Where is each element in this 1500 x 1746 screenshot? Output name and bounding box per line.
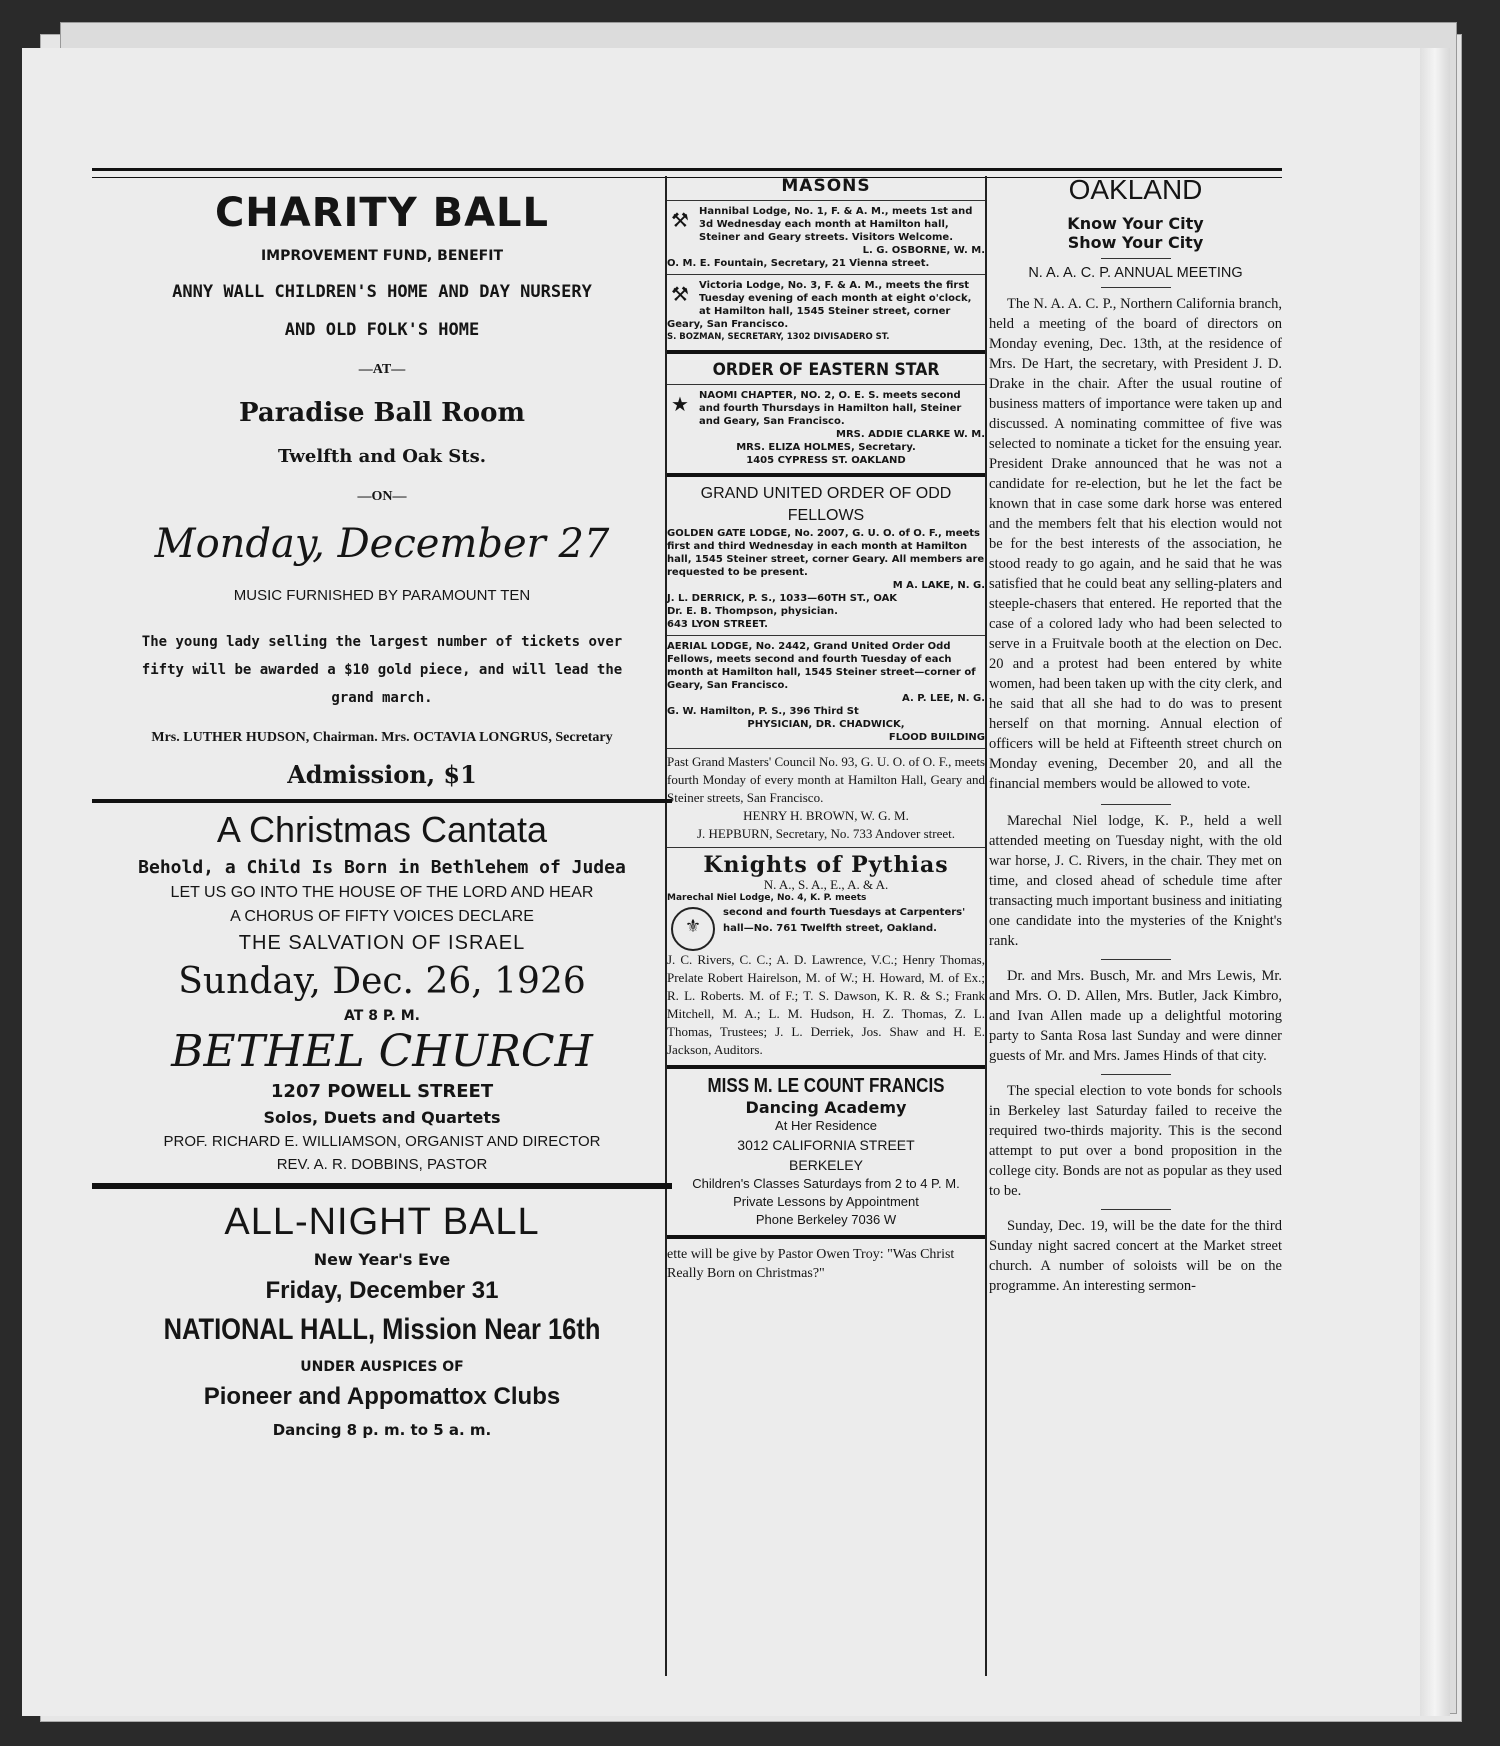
golden-gate-ng: M A. LAKE, N. G. [892, 580, 985, 591]
victoria-text: Victoria Lodge, No. 3, F. & A. M., meets the first Tuesday evening of each month at eight o'clock, at Hamilton hall, 1545 Steiner street, corner Geary, San Francisco. [667, 280, 972, 330]
charity-ball-sub3: AND OLD FOLK'S HOME [284, 320, 480, 340]
lodge-directory-column [667, 170, 985, 1700]
rule [667, 384, 985, 385]
naomi-chapter [667, 389, 985, 428]
rule [667, 748, 985, 749]
cantata-organist: PROF. RICHARD E. WILLIAMSON, ORGANIST AND DIRECTOR [163, 1133, 601, 1150]
page-edge [1420, 48, 1450, 1716]
dancing-phone: Phone Berkeley 7036 W [755, 1212, 897, 1227]
naacp-article: The N. A. A. C. P., Northern California branch, held a meeting of the board of directors on Monday evening, Dec. 13th, at the residence of Mrs. De Hart, the secretary, with President J. D. Drake in the chair. After the usual routine of business matters of importance were taken up and discussed. A nominating committee of five was selected to nominate a ticket for the ensuing year. President Drake announced that he was not a candidate for re-election, but he let the fact be known that in case some dark horse was entered and the members felt that his election would not be for the best interests of the association, he stood ready to go again, and he said that he was satisfied that he could beat any selling-platers and steeple-chasers that entered. He reported that the case of a colored lady who had been selected to serve in a Fruitvale booth at the election on Dec. 20 and a protest had been entered by white women, had been taken up with the city clerk, and he said that all she had to do was to present herself on that morning. Annual election of officers will be held at Fifteenth street church on Monday evening, December 20, and all the financial members would be allowed to vote. [989, 296, 1282, 792]
charity-ball-ad [92, 190, 672, 789]
all-night-hall: NATIONAL HALL, Mission Near 16th [163, 1313, 601, 1346]
cantata-line3: A CHORUS OF FIFTY VOICES DECLARE [230, 908, 534, 925]
hannibal-sec: O. M. E. Fountain, Secretary, 21 Vienna street. [667, 258, 930, 269]
pythias-officers: J. C. Rivers, C. C.; A. D. Lawrence, V.C.; Henry Thomas, Prelate Robert Hairelson, M. of W.; H. Howard, M. of Ex.; R. L. Roberts. M. of F.; T. S. Dawson, K. R. & S.; Frank Mitchell, M. A.; L. M. Hudson, H. Z. Thomas, Z. L. Thomas, Trustees; J. L. Derriek, Jos. Shaw and H. E. Jackson, Auditors. [667, 952, 985, 1057]
rule [1101, 287, 1171, 288]
oakland-news-column [989, 170, 1282, 1700]
all-night-clubs: Pioneer and Appomattox Clubs [203, 1383, 561, 1410]
all-night-sub: New Year's Eve [313, 1250, 451, 1269]
section-rule [92, 799, 672, 803]
charity-ball-venue: Paradise Ball Room [239, 398, 525, 428]
cantata-line4: THE SALVATION OF ISRAEL [238, 932, 526, 954]
all-night-ball-ad [92, 1201, 672, 1439]
dancing-street: 3012 CALIFORNIA STREET [737, 1137, 915, 1153]
rule [1101, 1209, 1171, 1210]
council-wgm: HENRY H. BROWN, W. G. M. [743, 808, 909, 823]
rule [1101, 959, 1171, 960]
rule [667, 200, 985, 201]
council-sec: J. HEPBURN, Secretary, No. 733 Andover street. [696, 826, 956, 841]
cantata-church: BETHEL CHURCH [171, 1026, 593, 1077]
dancing-private: Private Lessons by Appointment [733, 1194, 919, 1209]
concert-article: Sunday, Dec. 19, will be the date for the third Sunday night sacred concert at the Market street church. A number of soloists will be on the programme. An interesting sermon- [989, 1218, 1282, 1294]
council-text: Past Grand Masters' Council No. 93, G. U. O. of O. F., meets fourth Monday of every month at Hamilton Hall, Geary and Steiner streets, San Francisco. [667, 754, 985, 805]
rule [667, 274, 985, 275]
advertisement-column [92, 170, 672, 1700]
square-compass-icon: ⚒ [671, 282, 689, 306]
pythias-meets-text: second and fourth Tuesdays at Carpenters' hall—No. 761 Twelfth street, Oakland. [723, 907, 966, 934]
charity-ball-officers: Mrs. LUTHER HUDSON, Chairman. Mrs. OCTAVIA LONGRUS, Secretary [151, 730, 613, 745]
hannibal-wm: L. G. OSBORNE, W. M. [862, 245, 985, 256]
rule [1101, 1074, 1171, 1075]
rule [667, 847, 985, 848]
newspaper-page [22, 48, 1450, 1716]
all-night-date: Friday, December 31 [265, 1277, 499, 1304]
cantata-line2: LET US GO INTO THE HOUSE OF THE LORD AND HEAR [170, 884, 594, 901]
square-compass-icon: ⚒ [671, 208, 689, 232]
cantata-solos: Solos, Duets and Quartets [263, 1108, 501, 1127]
victoria-sec: S. BOZMAN, SECRETARY, 1302 DIVISADERO ST. [667, 332, 890, 342]
dancing-name: MISS M. LE COUNT FRANCIS [707, 1075, 945, 1097]
hannibal-lodge [667, 205, 985, 244]
rule [667, 635, 985, 636]
charity-ball-sub1: IMPROVEMENT FUND, BENEFIT [260, 248, 504, 264]
charity-ball-date: Monday, December 27 [154, 521, 610, 567]
cantata-pastor: REV. A. R. DOBBINS, PASTOR [276, 1156, 488, 1173]
charity-ball-at: —AT— [358, 362, 406, 377]
dancing-academy: Dancing Academy [745, 1098, 907, 1117]
cantata-street: 1207 POWELL STREET [270, 1081, 494, 1102]
naomi-wm: MRS. ADDIE CLARKE W. M. [836, 429, 985, 440]
aerial-phys: PHYSICIAN, DR. CHADWICK, [747, 719, 905, 730]
hannibal-text: Hannibal Lodge, No. 1, F. & A. M., meets 1st and 3d Wednesday each month at Hamilton hall, Steiner and Geary streets. Visitors Welcome. [699, 206, 973, 243]
oakland-title: OAKLAND [1068, 174, 1203, 205]
mid-tail: ette will be give by Pastor Owen Troy: "Was Christ Really Born on Christmas?" [667, 1247, 955, 1281]
pythias-meets [667, 905, 985, 937]
charity-ball-sub2: ANNY WALL CHILDREN'S HOME AND DAY NURSERY [172, 282, 592, 302]
naomi-sec: MRS. ELIZA HOLMES, Secretary. [736, 442, 916, 453]
naomi-text: NAOMI CHAPTER, NO. 2, O. E. S. meets second and fourth Thursdays in Hamilton hall, Steiner and Geary, San Francisco. [699, 390, 962, 427]
rule [667, 473, 985, 477]
dancing-city: BERKELEY [789, 1157, 863, 1173]
cantata-time: AT 8 P. M. [344, 1008, 420, 1024]
victoria-lodge [667, 279, 985, 331]
bonds-article: The special election to vote bonds for schools in Berkeley last Saturday failed to receive the required two-thirds majority. This is the second attempt to put over a bond proposition in the college city. Bonds are not as popular as they used to be. [989, 1083, 1282, 1199]
aerial-ng: A. P. LEE, N. G. [902, 693, 985, 704]
golden-gate-lodge: GOLDEN GATE LODGE, No. 2007, G. U. O. of O. F., meets first and third Wednesday in each month at Hamilton hall, 1545 Steiner street, corner Geary. All members are requested to be present. [667, 528, 985, 578]
golden-gate-phys: Dr. E. B. Thompson, physician. [667, 606, 838, 617]
pythias-marechal: Marechal Niel Lodge, No. 4, K. P. meets [667, 893, 867, 903]
charity-ball-prize: The young lady selling the largest number of tickets over fifty will be awarded a $10 gold piece, and will lead the grand march. [141, 634, 623, 706]
cantata-line1: Behold, a Child Is Born in Bethlehem of Judea [138, 857, 626, 878]
rule [667, 1235, 985, 1239]
naomi-addr: 1405 CYPRESS ST. OAKLAND [746, 455, 906, 466]
rule [667, 1065, 985, 1069]
golden-gate-addr: 643 LYON STREET. [667, 619, 768, 630]
eastern-star-title: ORDER OF EASTERN STAR [712, 360, 940, 380]
oakland-slogan2: Show Your City [1067, 233, 1204, 252]
rule [1101, 258, 1171, 259]
dancing-classes: Children's Classes Saturdays from 2 to 4 P. M. [692, 1176, 960, 1191]
busch-article: Dr. and Mrs. Busch, Mr. and Mrs Lewis, Mr. and Mrs. O. D. Allen, Mrs. Butler, Jack Kimbro, and Ivan Allen made up a delightful motoring party to Santa Rosa last Sunday and were dinner guests of Mr. and Mrs. James Hinds of that city. [989, 968, 1282, 1064]
cantata-date: Sunday, Dec. 26, 1926 [178, 961, 586, 1002]
odd-fellows-title: GRAND UNITED ORDER OF ODD FELLOWS [700, 485, 952, 524]
all-night-dancing: Dancing 8 p. m. to 5 a. m. [272, 1421, 492, 1439]
pythias-sub: N. A., S. A., E., A. & A. [763, 877, 889, 892]
rule [1101, 804, 1171, 805]
kp-article: Marechal Niel lodge, K. P., held a well attended meeting on Tuesday night, with the old war horse, J. C. Rivers, in the chair. They met on time, and closed ahead of schedule time after transacting much important business and initiating one candidate into the mysteries of the Knight's rank. [989, 813, 1282, 949]
pythias-title: Knights of Pythias [703, 852, 949, 878]
masons-title: MASONS [781, 176, 871, 196]
star-icon: ★ [671, 392, 689, 416]
aerial-addr: FLOOD BUILDING [888, 732, 985, 743]
oakland-slogan1: Know Your City [1067, 214, 1204, 233]
all-night-title: ALL-NIGHT BALL [224, 1201, 540, 1243]
cantata-title: A Christmas Cantata [216, 809, 548, 850]
aerial-ps: G. W. Hamilton, P. S., 396 Third St [667, 706, 859, 717]
column-rule [985, 176, 987, 1676]
charity-ball-address: Twelfth and Oak Sts. [277, 446, 486, 467]
dancing-residence: At Her Residence [775, 1118, 877, 1133]
golden-gate-ps: J. L. DERRICK, P. S., 1033—60TH ST., OAK [667, 593, 898, 604]
charity-ball-on: —ON— [357, 489, 407, 504]
cantata-ad [92, 809, 672, 1173]
charity-ball-title: CHARITY BALL [214, 190, 550, 236]
section-rule [92, 1183, 672, 1189]
all-night-auspices: UNDER AUSPICES OF [300, 1359, 464, 1375]
rule [667, 350, 985, 354]
pythias-seal-icon: ⚜ [671, 907, 715, 951]
aerial-lodge: AERIAL LODGE, No. 2442, Grand United Order Odd Fellows, meets second and fourth Tuesday of each month at Hamilton hall, 1545 Steiner street—corner of Geary, San Francisco. [667, 641, 976, 691]
naacp-headline: N. A. A. C. P. ANNUAL MEETING [1028, 265, 1243, 281]
charity-ball-admission: Admission, $1 [287, 760, 477, 789]
charity-ball-music: MUSIC FURNISHED BY PARAMOUNT TEN [233, 587, 531, 604]
